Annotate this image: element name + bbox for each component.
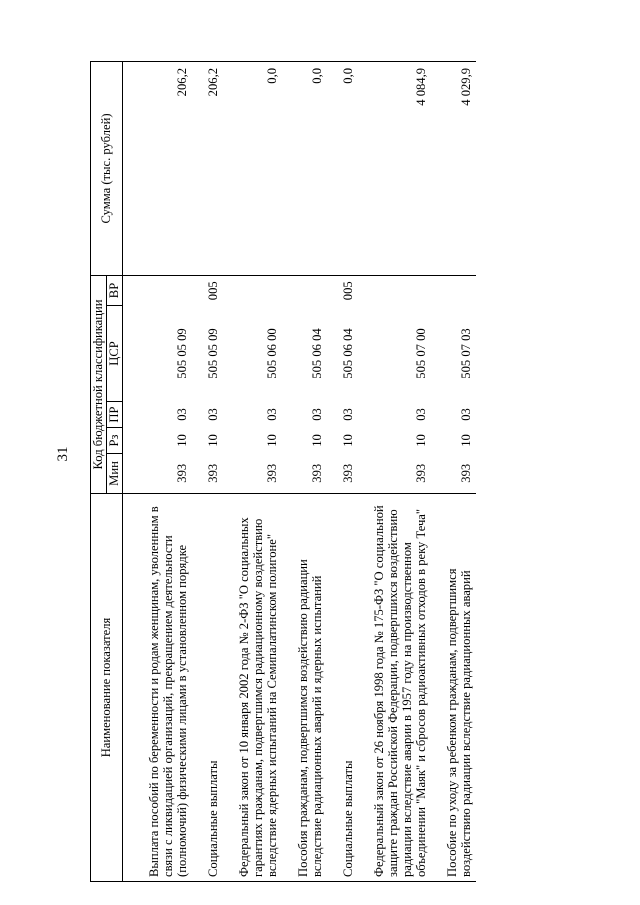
row-min: 393: [310, 463, 324, 483]
table-body: [123, 61, 477, 881]
row-csr: 505 05 09: [206, 328, 220, 379]
row-pr: 03: [310, 408, 324, 421]
table-row: [358, 61, 431, 881]
row-sum: 4 029,9: [431, 61, 476, 275]
header-pr: ПР: [107, 402, 123, 428]
row-min: 393: [459, 463, 473, 483]
row-name: Социальные выплаты: [192, 494, 223, 882]
row-pr: 03: [341, 408, 355, 421]
row-rz: 10: [310, 434, 324, 447]
header-code-group: Код бюджетной классификации: [91, 275, 107, 493]
row-name: Пособия гражданам, подвергшимся воздействию радиации вследствие радиационных аварий и ядерных испытаний: [282, 494, 327, 882]
row-vr: [282, 275, 327, 305]
row-vr: [431, 275, 476, 305]
row-sum: 0,0: [223, 61, 282, 275]
row-name: Федеральный закон от 26 ноября 1998 года № 175-ФЗ "О социальной защите граждан Российской Федерации, подвергшихся воздействию радиации вследствие аварии в 1957 году на производственном объединении "Маяк" и сбросов радиоактивных отходов в реку Теча": [358, 494, 431, 882]
table-spacer: [123, 61, 134, 881]
row-rz: 10: [265, 434, 279, 447]
row-rz: 10: [175, 434, 189, 447]
row-vr: 005: [206, 281, 220, 301]
row-min: 393: [341, 463, 355, 483]
row-min: 393: [265, 463, 279, 483]
row-vr: [133, 275, 192, 305]
row-rz: 10: [206, 434, 220, 447]
row-sum: 206,2: [192, 61, 223, 275]
row-pr: 03: [265, 408, 279, 421]
row-sum: 4 084,9: [358, 61, 431, 275]
row-pr: 03: [206, 408, 220, 421]
spacer-cell: [123, 61, 134, 275]
row-sum: 0,0: [327, 61, 358, 275]
table-row: [282, 61, 327, 881]
page-number: 31: [55, 446, 71, 462]
header-min: Мин: [107, 454, 123, 494]
row-csr: 505 06 00: [265, 328, 279, 379]
header-csr: ЦСР: [107, 306, 123, 402]
row-sum: 206,2: [133, 61, 192, 275]
row-rz: 10: [414, 434, 428, 447]
budget-table: [90, 61, 476, 882]
table-row: [223, 61, 282, 881]
row-csr: 505 07 03: [459, 328, 473, 379]
header-sum: Сумма (тыс. рублей): [91, 61, 123, 275]
row-csr: 505 06 04: [341, 328, 355, 379]
row-vr: 005: [341, 281, 355, 301]
row-name: Пособие по уходу за ребенком гражданам, подвергшимся воздействию радиации вследствие радиационных аварий: [431, 494, 476, 882]
row-name: Социальные выплаты: [327, 494, 358, 882]
header-name: Наименование показателя: [91, 494, 123, 882]
row-rz: 10: [459, 434, 473, 447]
spacer-cell: [123, 275, 134, 493]
row-pr: 03: [459, 408, 473, 421]
row-name: Выплата пособий по беременности и родам женщинам, уволенным в связи с ликвидацией организаций, прекращением деятельности (полномочий) физическими лицами в установленном порядке: [133, 494, 192, 882]
row-vr: [223, 275, 282, 305]
row-pr: 03: [175, 408, 189, 421]
table-row: [133, 61, 192, 881]
header-rz: Рз: [107, 428, 123, 454]
row-csr: 505 05 09: [175, 328, 189, 379]
row-pr: 03: [414, 408, 428, 421]
row-rz: 10: [341, 434, 355, 447]
spacer-cell: [123, 494, 134, 882]
budget-table-rotated: [90, 62, 550, 882]
row-name: Федеральный закон от 10 января 2002 года № 2-ФЗ "О социальных гарантиях гражданам, подвергшимся радиационному воздействию вследствие ядерных испытаний на Семипалатинском полигоне": [223, 494, 282, 882]
table-row: [192, 61, 223, 881]
table-header: [91, 61, 123, 881]
row-csr: 505 06 04: [310, 328, 324, 379]
table-row: [431, 61, 476, 881]
row-min: 393: [175, 463, 189, 483]
row-sum: 0,0: [282, 61, 327, 275]
row-min: 393: [414, 463, 428, 483]
row-min: 393: [206, 463, 220, 483]
row-csr: 505 07 00: [414, 328, 428, 379]
row-vr: [358, 275, 431, 305]
header-vr: ВР: [107, 275, 123, 305]
table-row: [327, 61, 358, 881]
